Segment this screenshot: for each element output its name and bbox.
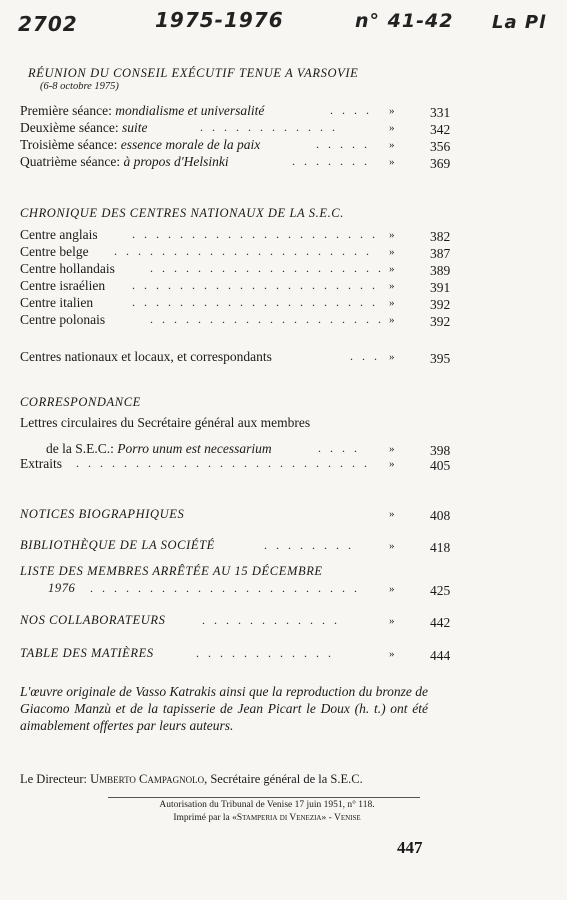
toc-row xyxy=(20,153,451,171)
page-ref: 369 xyxy=(430,156,451,171)
leader-quote: » xyxy=(389,156,395,168)
toc-label: Centre belge xyxy=(20,244,89,259)
toc-title: Porro unum est necessarium xyxy=(117,441,272,456)
toc-label: Centres nationaux et locaux, et correspondants xyxy=(20,349,272,364)
page-ref: 425 xyxy=(430,583,451,598)
page-ref: 395 xyxy=(430,351,451,366)
toc-title: à propos d'Helsinki xyxy=(123,154,229,169)
toc-row xyxy=(20,226,451,244)
toc-label: Centre polonais xyxy=(20,312,106,327)
leader-dots: . . . . . . . . . . . . . . . . . . . . . . xyxy=(114,244,372,258)
leader-quote: » xyxy=(389,105,395,117)
toc-row xyxy=(20,136,451,154)
leader-quote: » xyxy=(389,280,395,292)
leader-dots: . . . . . . . . . . . . . . . . . . . . . . . . . xyxy=(76,456,370,470)
leader-dots: . . . . . . . . . . . . . . . . . . . . . xyxy=(132,227,378,241)
leader-quote: » xyxy=(389,351,395,363)
leader-quote: » xyxy=(389,583,395,595)
toc-row xyxy=(20,243,451,261)
leader-dots: . . . . . . . . . . . . . . . . . . . . . xyxy=(132,295,378,309)
page-ref: 442 xyxy=(430,615,451,630)
leader-quote: » xyxy=(389,139,395,151)
toc-label: Centre italien xyxy=(20,295,94,310)
leader-dots: . . . . . . . . . . . . . . . . . . . . xyxy=(150,261,384,275)
toc-row xyxy=(20,612,451,630)
leader-dots: . . . . . . . . . . . . xyxy=(202,613,340,627)
toc-label: Centre hollandais xyxy=(20,261,115,276)
toc-row xyxy=(20,294,451,312)
toc-label: Deuxième séance: xyxy=(20,120,119,135)
credit-paragraph: L'œuvre originale de Vasso Katrakis ainsi que la reproduction du bronze de Giacomo Manzù et de la tapisserie de Jean Picart le Doux (h. t.) ont été aimablement offertes par leurs auteurs. xyxy=(20,684,428,733)
leader-dots: . . . . . . . . . . . . . . . . . . . . xyxy=(150,312,384,326)
section-title-table: TABLE DES MATIÈRES xyxy=(20,646,154,660)
toc-row xyxy=(20,119,451,137)
section-title-collaborateurs: NOS COLLABORATEURS xyxy=(20,613,166,627)
director-role: Secrétaire général de la S.E.C. xyxy=(210,772,363,786)
leader-dots: . . . . . . . . . . . . . . . . . . . . . . . xyxy=(90,581,360,595)
handwritten-tag: La Pl xyxy=(492,12,547,33)
page-ref: 405 xyxy=(430,458,451,473)
leader-quote: » xyxy=(389,615,395,627)
leader-dots: . . . xyxy=(350,349,380,363)
toc-row xyxy=(20,311,451,329)
page-ref: 444 xyxy=(430,648,451,663)
leader-dots: . . . . . . . . . . . . xyxy=(200,120,338,134)
toc-title: suite xyxy=(121,120,148,135)
handwritten-years: 1975-1976 xyxy=(155,8,284,32)
page-ref: 387 xyxy=(430,246,451,261)
leader-quote: » xyxy=(389,443,395,455)
toc-label: Centre anglais xyxy=(20,227,98,242)
leader-quote: » xyxy=(389,540,395,552)
page-ref: 342 xyxy=(430,122,451,137)
leader-quote: » xyxy=(389,508,395,520)
toc-title: essence morale de la paix xyxy=(120,137,261,152)
toc-row xyxy=(20,455,451,473)
section-title-correspondance: CORRESPONDANCE xyxy=(20,395,141,409)
leader-quote: » xyxy=(389,122,395,134)
director-name: Umberto Campagnolo, xyxy=(90,772,208,786)
handwritten-issue: n° 41-42 xyxy=(355,10,454,32)
leader-dots: . . . . xyxy=(318,441,360,455)
page-ref: 331 xyxy=(430,105,451,120)
printer-prefix: Imprimé par la xyxy=(173,813,230,823)
toc-label: Extraits xyxy=(20,456,62,471)
director-prefix: Le Directeur: xyxy=(20,772,87,786)
handwritten-id: 2702 xyxy=(18,12,78,36)
toc-label: Centre israélien xyxy=(20,278,106,293)
leader-quote: » xyxy=(389,229,395,241)
leader-dots: . . . . . . . . . . . . . . . . . . . . . xyxy=(132,278,378,292)
section-subtitle-reunion: (6-8 octobre 1975) xyxy=(40,81,119,92)
section-title-chronique: CHRONIQUE DES CENTRES NATIONAUX DE LA S.E.C. xyxy=(20,206,344,220)
toc-label: de la S.E.C.: xyxy=(46,441,114,456)
toc-label: Quatrième séance: xyxy=(20,154,121,169)
printer-suffix: - Venise xyxy=(328,813,361,823)
liste-year: 1976 xyxy=(48,581,76,595)
leader-quote: » xyxy=(389,297,395,309)
section-title-notices: NOTICES BIOGRAPHIQUES xyxy=(20,507,185,521)
page-ref: 382 xyxy=(430,229,451,244)
page-ref: 391 xyxy=(430,280,451,295)
leader-quote: » xyxy=(389,246,395,258)
leader-quote: » xyxy=(389,648,395,660)
printer-name: «Stamperia di Venezia» xyxy=(232,813,327,823)
section-title-bibliotheque: BIBLIOTHÈQUE DE LA SOCIÉTÉ xyxy=(20,538,215,552)
toc-row xyxy=(20,580,451,598)
toc-title: mondialisme et universalité xyxy=(115,103,265,118)
toc-line: Lettres circulaires du Secrétaire général aux membres xyxy=(20,415,311,430)
page-ref: 392 xyxy=(430,297,451,312)
director-line xyxy=(20,772,430,787)
leader-dots: . . . . . . . . . . . . xyxy=(196,646,334,660)
divider xyxy=(108,797,420,798)
toc-label: Troisième séance: xyxy=(20,137,118,152)
page-ref: 408 xyxy=(430,508,451,523)
printer-line xyxy=(112,813,422,823)
toc-label: Première séance: xyxy=(20,103,112,118)
leader-dots: . . . . . xyxy=(316,137,370,151)
authorisation-line: Autorisation du Tribunal de Venise 17 juin 1951, n° 118. xyxy=(159,800,375,810)
page-ref: 392 xyxy=(430,314,451,329)
toc-row xyxy=(20,102,451,120)
toc-row xyxy=(20,260,451,278)
page-number: 447 xyxy=(397,838,423,857)
toc-row xyxy=(20,505,451,523)
leader-quote: » xyxy=(389,458,395,470)
leader-quote: » xyxy=(389,314,395,326)
page-ref: 398 xyxy=(430,443,451,458)
leader-dots: . . . . . . . . xyxy=(264,538,354,552)
toc-row xyxy=(20,348,451,366)
page-ref: 418 xyxy=(430,540,451,555)
leader-quote: » xyxy=(389,263,395,275)
leader-dots: . . . . . . . xyxy=(292,154,370,168)
toc-row xyxy=(20,537,451,555)
section-title-reunion: RÉUNION DU CONSEIL EXÉCUTIF TENUE A VARSOVIE xyxy=(28,66,359,80)
toc-row xyxy=(20,645,451,663)
page-ref: 389 xyxy=(430,263,451,278)
section-title-liste: LISTE DES MEMBRES ARRÊTÉE AU 15 DÉCEMBRE xyxy=(20,564,323,578)
leader-dots: . . . . xyxy=(330,103,372,117)
page-ref: 356 xyxy=(430,139,451,154)
toc-row xyxy=(20,277,451,295)
